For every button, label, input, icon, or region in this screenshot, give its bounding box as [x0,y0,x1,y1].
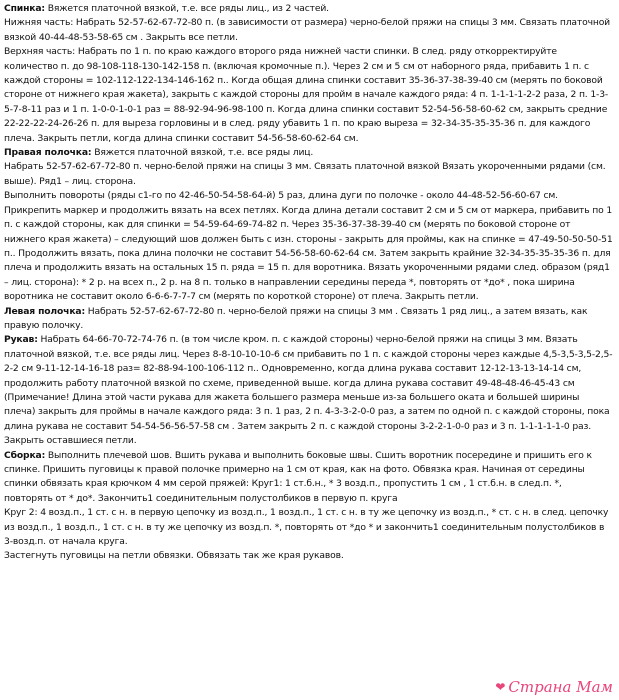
paragraph [4,333,613,448]
section-heading: Сборка: [4,449,46,461]
watermark [495,678,613,696]
section-body: Нижняя часть: Набрать 52-57-62-67-72-80 п. (в зависимости от размера) черно-белой пряжи на спицы 3 мм. Связать платочной вязкой 40-44-48-53-58-65 см . Закрыть все петли. [4,17,610,43]
section-body: Набрать 64-66-70-72-74-76 п. (в том числе кром. п. с каждой стороны) черно-белой пряжи на спицы 3 мм. Вязать платочной вязкой, т.е. все ряды лиц. Через 8-8-10-10-10-6 см прибавить по 1 п. с каждой стороны через каждые 4,5-3,5-3,5-2,5-2-2 см 9-11-12-14-16-18 раз= 82-88-94-100-106-112 п.. Одновременно, когда длина рукава составит 12-12-13-13-14-14 см, продолжить работу платочной вязкой по схеме, приведенной выше. когда длина рукава составит 49-48-48-46-45-43 см (Примечание! Длина этой части рукава для жакета большего размера меньше из-за большего оката и большей ширины плеча) закрыть для проймы в начале каждого ряда: 3 п. 1 раз, 2 п. 4-3-3-2-0-0 раз, а затем по одной п. с каждой стороны, пока длина рукава не составит 54-54-56-56-57-58 см . Затем закрыть 2 п. с каждой стороны 3-2-2-1-0-0 раз и 3 п. 1-1-1-1-1-0 раз. Закрыть оставшиеся петли. [4,334,613,447]
heart-icon: ❤ [495,680,506,694]
paragraph [4,549,613,563]
watermark-text: Страна Мам [508,678,613,696]
paragraph [4,16,613,45]
section-body: Застегнуть пуговицы на петли обвязки. Обвязать так же края рукавов. [4,550,344,562]
paragraph [4,2,613,16]
section-body: Набрать 52-57-62-67-72-80 п. черно-белой пряжи на спицы 3 мм . Связать 1 ряд лиц., а затем вязать, как правую полочку. [4,305,588,331]
paragraph [4,305,613,334]
section-body: Выполнить повороты (ряды с1-го по 42-46-50-54-58-64-й) 5 раз, длина дуги по полочке - около 44-48-52-56-60-67 см. Прикрепить маркер и продолжить вязать на всех петлях. Когда длина детали составит 2 см и 5 см от маркера, прибавить по 1 п. с каждой стороны, как для спинки = 54-59-64-69-74-82 п. Через 35-36-37-38-39-40 см (мерять по боковой стороне от нижнего края жакета) – следующий шов должен быть с изн. стороны - закрыть для проймы, как на спинке = 47-49-50-50-50-51 п.. Продолжить вязать, пока длина полочки не составит 54-56-58-60-62-64 см. Затем закрыть крайние 32-34-35-35-35-36 п. для плеча и продолжить вязать на остальных 15 п. ряда = 15 п. для воротника. Вязать укороченными рядами след. образом (ряд1 – лиц. сторона): * 2 р. на всех п., 2 р. на 8 п. только в направлении середины переда *, повторять от *до* , пока ширина воротника не составит около 6-6-6-7-7-7 см (мерять по короткой стороне) от плеча. Закрыть петли. [4,190,613,303]
paragraph [4,449,613,507]
section-heading: Правая полочка: [4,147,92,159]
section-heading: Спинка: [4,3,45,14]
paragraph [4,146,613,160]
section-heading: Рукав: [4,334,38,346]
paragraph [4,160,613,189]
paragraph [4,506,613,549]
paragraph [4,189,613,304]
section-body: Набрать 52-57-62-67-72-80 п. черно-белой пряжи на спицы 3 мм. Связать платочной вязкой Вязать укороченными рядами (см. выше). Ряд1 – лиц. сторона. [4,161,606,187]
section-body: Вяжется платочной вязкой, т.е. все ряды лиц. [91,147,314,159]
paragraph [4,45,613,146]
section-body: Верхняя часть: Набрать по 1 п. по краю каждого второго ряда нижней части спинки. В след. ряду откорректируйте количество п. до 98-108-118-130-142-158 п. (включая кромочные п.). Через 2 см и 5 см от наборного ряда, прибавить 1 п. с каждой стороны = 102-112-122-134-146-162 п.. Когда общая длина спинки составит 35-36-37-38-39-40 см (мерять по боковой стороне от нижнего края жакета), закрыть с каждой стороны для пройм в начале каждого ряда: 4 п. 1-1-1-1-2-2 раза, 2 п. 1-3-5-7-8-11 раз и 1 п. 1-0-0-1-0-1 раз = 88-92-94-96-98-100 п. Когда длина спинки составит 52-54-56-58-60-62 см, закрыть средние 22-22-22-24-26-26 п. для выреза горловины и в след. ряду убавить 1 п. по краю выреза = 32-34-35-35-35-36 п. для каждого плеча. Закрыть петли, когда длина спинки составит 54-56-58-60-62-64 см. [4,46,609,144]
section-body: Вяжется платочной вязкой, т.е. все ряды лиц., из 2 частей. [44,3,329,14]
section-body: Круг 2: 4 возд.п., 1 ст. с н. в первую цепочку из возд.п., 1 возд.п., 1 ст. с н. в ту же цепочку из возд.п., * ст. с н. в след. цепочку из возд.п., 1 возд.п., 1 ст. с н. в ту же цепочку из возд.п. *, повторять от *до * и закончить1 соединительным полустолбиков в 3-возд.п. от начала круга. [4,507,609,548]
pattern-text [4,2,613,564]
section-body: Выполнить плечевой шов. Вшить рукава и выполнить боковые швы. Сшить воротник посередине и пришить его к спинке. Пришить пуговицы к правой полочке примерно на 1 см от края, как на фото. Обвязка края. Начиная от середины спинки обвязать края крючком 4 мм серой пряжей: Круг1: 1 ст.б.н., * 3 возд.п., пропустить 1 см , 1 ст.б.н. в след.п. *, повторять от * до*. Закончить1 соединительным полустолбиков в первую п. круга [4,449,592,504]
section-heading: Левая полочка: [4,305,85,317]
